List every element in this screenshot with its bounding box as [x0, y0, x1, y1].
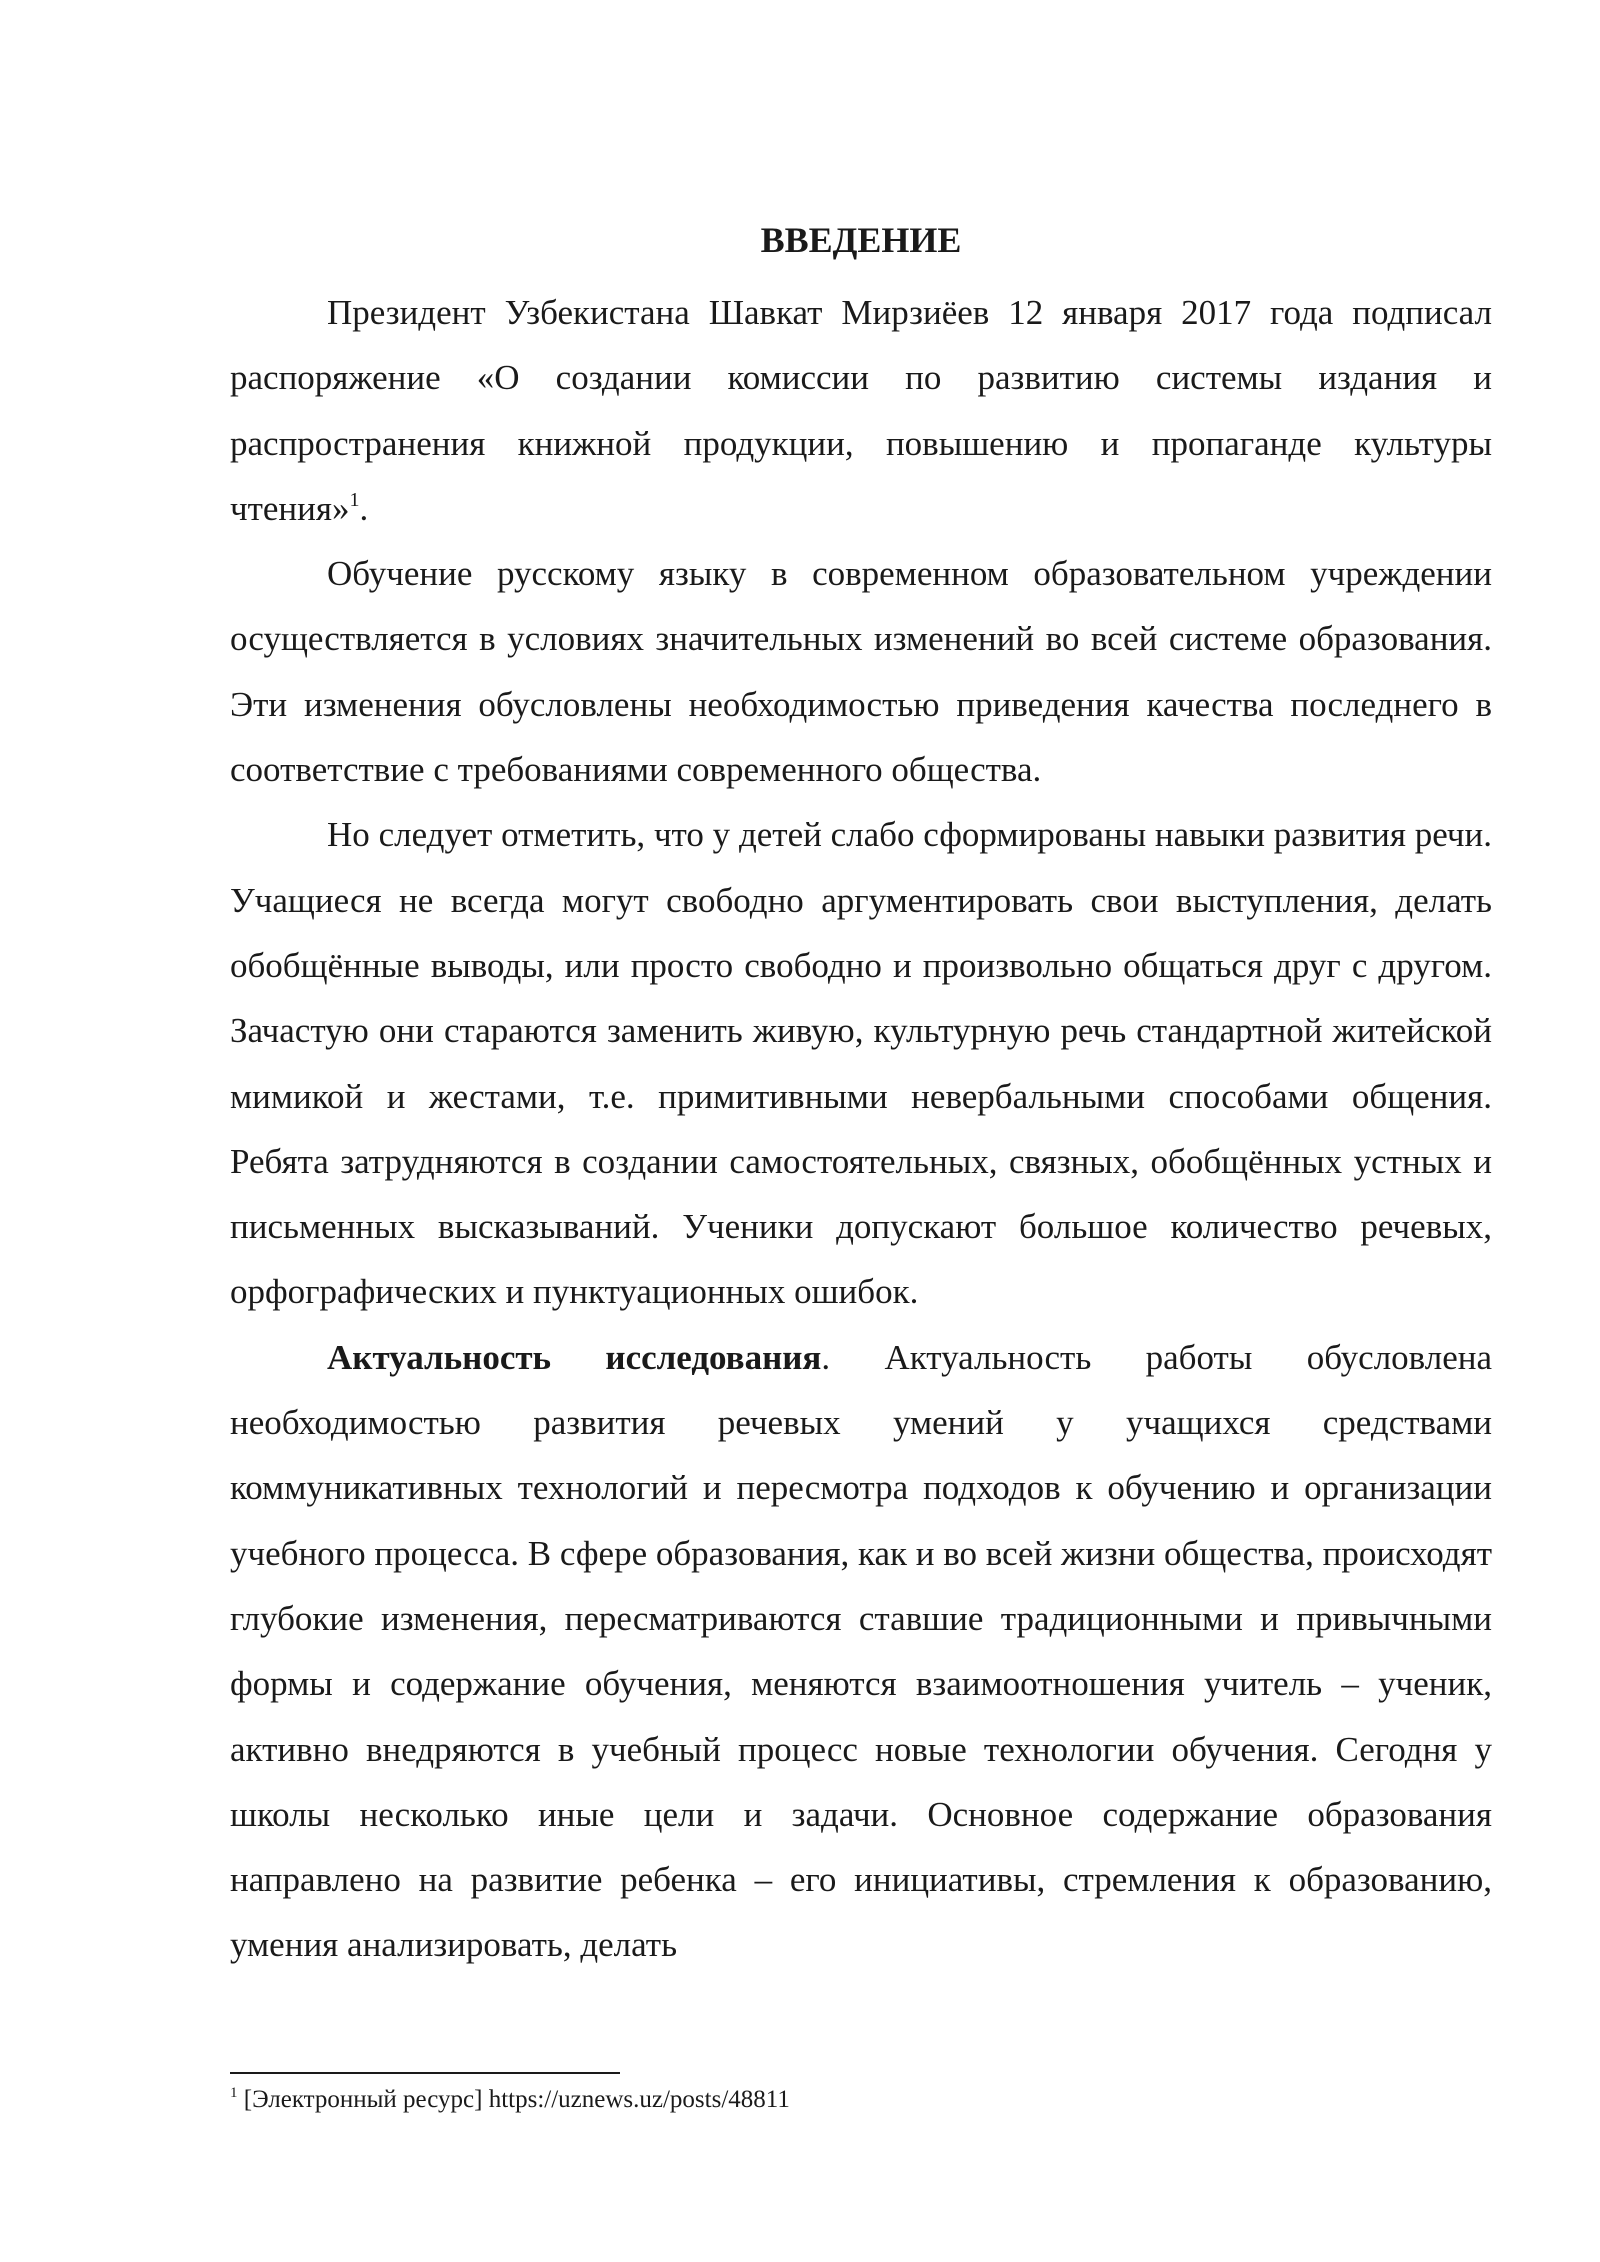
paragraph-president-decree	[230, 280, 1492, 541]
paragraph-text: . Актуальность работы обусловлена необходимостью развития речевых умений у учащихся средствами коммуникативных технологий и пересмотра подходов к обучению и организации учебного процесса. В сфере образования, как и во всей жизни общества, происходят глубокие изменения, пересматриваются ставшие традиционными и привычными формы и содержание обучения, меняются взаимоотношения учитель – ученик, активно внедряются в учебный процесс новые технологии обучения. Сегодня у школы несколько иные цели и задачи. Основное содержание образования направлено на развитие ребенка – его инициативы, стремления к образованию, умения анализировать, делать	[230, 1337, 1492, 1965]
footnote-separator	[230, 2072, 620, 2074]
relevance-heading: Актуальность исследования	[327, 1337, 822, 1377]
document-body	[230, 280, 1492, 1978]
footnote	[230, 2084, 1492, 2116]
paragraph-russian-teaching: Обучение русскому языку в современном образовательном учреждении осуществляется в условиях значительных изменений во всей системе образования. Эти изменения обусловлены необходимостью приведения качества последнего в соответствие с требованиями современного общества.	[230, 554, 1492, 790]
paragraph-speech-skills: Но следует отметить, что у детей слабо сформированы навыки развития речи. Учащиеся не всегда могут свободно аргументировать свои выступления, делать обобщённые выводы, или просто свободно и произвольно общаться друг с другом. Зачастую они стараются заменить живую, культурную речь стандартной житейской мимикой и жестами, т.е. примитивными невербальными способами общения. Ребята затрудняются в создании самостоятельных, связных, обобщённых устных и письменных высказываний. Ученики допускают большое количество речевых, орфографических и пунктуационных ошибок.	[230, 815, 1492, 1312]
footnote-reference[interactable]: 1	[349, 488, 360, 511]
document-title: ВВЕДЕНИЕ	[760, 220, 962, 260]
paragraph-end-punctuation: .	[359, 488, 369, 528]
paragraph-text: Президент Узбекистана Шавкат Мирзиёев 12 января 2017 года подписал распоряжение «О создании комиссии по развитию системы издания и распространения книжной продукции, повышению и пропаганде культуры чтения»	[230, 293, 1492, 528]
footnote-text: [Электронный ресурс] https://uznews.uz/posts/48811	[237, 2086, 790, 2113]
footnote-number: 1	[230, 2085, 238, 2101]
paragraph-relevance	[230, 1325, 1492, 1978]
